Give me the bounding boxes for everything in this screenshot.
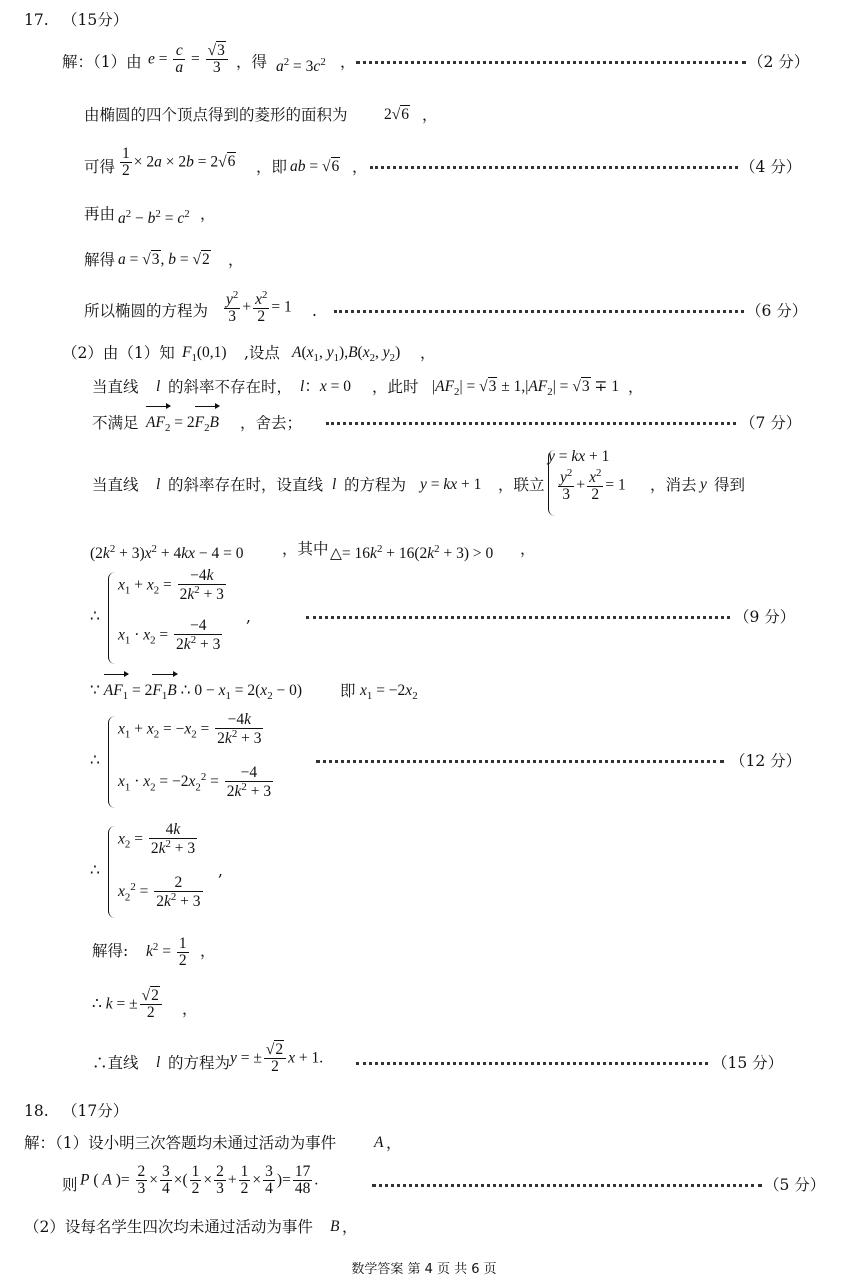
q17-part2-line-7: [0, 676, 848, 706]
q17-p2-prefix: （2）由（1）知: [62, 344, 175, 362]
q17-l5-formula: a = √3, b = √2: [118, 251, 210, 268]
q17-p2f-system: $x_1 + x_2$ = $\frac{-4k}{2k^2 + 3}$ $x_1 \cdot x_2$ = $\frac{-4}{2k^2 + 3}$: [108, 570, 268, 666]
q17-p2e-eq: $(2k^2 + 3)x^2 + 4kx - 4 = 0$: [90, 543, 244, 563]
q17-l2-value: 2√6: [384, 106, 410, 123]
q17-p2h-score: （12 分）: [730, 752, 802, 770]
q17-p2d-system: y = kx + 1 $\frac{y^2}{3}$ + $\frac{x^2}{2}$ = 1: [548, 448, 648, 520]
therefore-symbol: ∴: [90, 608, 100, 625]
q17-p2c-score: （7 分）: [740, 414, 802, 432]
q17-l1-formula: e = $\frac{c}{a}$ = $\frac{√3}{3}$: [148, 43, 230, 73]
q17-l3-mid: ，即: [256, 158, 288, 176]
q17-p2e-mid: ，其中: [282, 540, 329, 558]
q17-p2d-l2: l: [332, 476, 337, 493]
q18-line-1: [0, 1128, 848, 1158]
q17-l1-end: ，: [340, 53, 356, 71]
q17-p2e-disc: △= $16k^2 + 16(2k^2 + 3) > 0$: [330, 543, 494, 563]
q17-l2-text: 由椭圆的四个顶点得到的菱形的面积为: [84, 106, 348, 124]
q17-p2d-mid1: 的斜率存在时，设直线: [168, 476, 324, 494]
q17-part2-line-11: ∴ k = ± $\frac{√2}{2}$ ，: [92, 987, 198, 1022]
q17-p2c-prefix: 不满足: [92, 414, 139, 432]
q17-p2i-system: $x_2$ = $\frac{4k}{2k^2 + 3}$ $x_2^2$ = $\frac{2}{2k^2 + 3}$: [108, 824, 248, 920]
q17-l4-end: ，: [200, 205, 216, 223]
q17-l2-end: ，: [422, 106, 438, 124]
q17-line-2: [0, 100, 848, 130]
q17-p2b-end: ，: [628, 378, 644, 396]
therefore-symbol: ∴: [90, 752, 100, 769]
q17-p2-points: $A(x_1$, $y_1),B(x_2$, $y_2$): [292, 344, 401, 365]
q17-p2d-mid3: ，联立: [498, 476, 545, 494]
q17-l5-end: ，: [228, 251, 244, 269]
q17-p2d-y: y: [700, 476, 707, 493]
q17-l3-result: ab = √6: [290, 158, 340, 175]
q17-part2-line-4: [0, 448, 848, 504]
q17-l6-formula: $\frac{y^2}{3}$ + $\frac{x^2}{2}$ = 1: [226, 289, 292, 326]
q18-event-a: A: [374, 1134, 384, 1151]
q17-p2j-formula: $k^2$ = $\frac{1}{2}$: [146, 934, 187, 970]
q17-line-1: [0, 42, 848, 77]
q17-number: 17.: [24, 11, 49, 29]
q17-l3-formula: $\frac{1}{2}$ × 2a × 2b = 2√6: [122, 145, 236, 180]
q17-line-4: [0, 199, 848, 229]
q18-line-2: [0, 1163, 848, 1200]
q17-p2b-eq: l：x = 0: [300, 378, 351, 395]
q18-l3-end: ，: [342, 1218, 358, 1236]
q18-header: [0, 1096, 848, 1126]
q17-p2-end: ，: [420, 344, 436, 362]
q17-p2g-formula: ∵ $AF_1 = 2F_1B$ ∴ $0 - x_1 = 2(x_2 - 0)$: [90, 676, 302, 706]
q17-part2-line-5: [0, 534, 848, 564]
q17-l3-score: （4 分）: [740, 158, 802, 176]
leader-dots: [306, 616, 730, 619]
q18-l2-formula: P ( A )= $\frac{2}{3}$ × $\frac{3}{4}$ ×( $\frac{1}{2}$ × $\frac{2}{3}$ + $\frac{1}{2}$ × $\frac{3}{4}$ )= $\frac{17}{48}$ .: [80, 1163, 319, 1198]
q17-p2b-mid1: 的斜率不存在时，: [168, 378, 293, 396]
q17-p2d-end: 得到: [714, 476, 746, 494]
q17-p2e-end: ，: [520, 540, 536, 558]
q17-p2k-formula: ∴ k = ± $\frac{√2}{2}$: [92, 988, 164, 1018]
q17-l1-score: （2 分）: [748, 53, 810, 71]
q17-p2g-mid: 即: [340, 682, 356, 700]
q17-p2d-line-eq: y = kx + 1: [420, 476, 482, 493]
q17-p2l-score: （15 分）: [712, 1054, 784, 1072]
q18-points: （17分）: [62, 1102, 129, 1120]
q17-p2c-formula: $AF_2 = 2F_2B$: [146, 408, 219, 438]
leader-dots: [356, 1062, 708, 1065]
q17-l5-prefix: 解得: [84, 251, 116, 269]
q17-part2-line-10: [0, 934, 848, 970]
q17-part2-line-3: [0, 408, 848, 438]
q17-line-3: [0, 145, 848, 182]
q17-p2l-mid: 的方程为: [168, 1054, 231, 1072]
leader-dots: [334, 310, 744, 313]
q17-p2h-system: $x_1 + x_2 = -x_2$ = $\frac{-4k}{2k^2 + 3}$ $x_1 \cdot x_2 = -2x_2^2$ = $\frac{-4}{2k^2 + 3}$: [108, 714, 308, 810]
q17-part2-line-6: ∴ $x_1 + x_2$ = $\frac{-4k}{2k^2 + 3}$ $x_1 \cdot x_2$ = $\frac{-4}{2k^2 + 3}$ , （9 分）: [0, 602, 848, 632]
leader-dots: [356, 61, 746, 64]
q17-l1-prefix: 解：（1）由: [62, 53, 142, 71]
q17-p2j-end: ，: [200, 942, 216, 960]
q17-l4-prefix: 再由: [84, 205, 116, 223]
q17-p2b-mid2: ，此时: [372, 378, 419, 396]
leader-dots: [326, 422, 736, 425]
q17-header: [0, 5, 848, 35]
q17-line-6: [0, 289, 848, 326]
q17-p2l-l: l: [156, 1054, 161, 1071]
q17-l1-result: $a^2 = 3c^2$: [276, 56, 326, 76]
therefore-symbol: ∴: [90, 862, 100, 879]
q17-l1-mid: ，得: [236, 53, 268, 71]
q17-p2b-l: l: [156, 378, 161, 395]
q17-line-5: [0, 245, 848, 275]
q17-p2c-end: ，舍去；: [240, 414, 303, 432]
leader-dots: [316, 760, 724, 763]
q17-p2f-score: （9 分）: [734, 608, 796, 626]
q17-l3-prefix: 可得: [84, 158, 116, 176]
q17-part2-line-9: ∴ $x_2$ = $\frac{4k}{2k^2 + 3}$ $x_2^2$ = $\frac{2}{2k^2 + 3}$ ,: [0, 856, 848, 886]
q17-points: （15分）: [62, 11, 129, 29]
q17-part2-line-12: [0, 1041, 848, 1078]
q17-p2d-l1: l: [156, 476, 161, 493]
q17-l3-end: ，: [352, 158, 368, 176]
q18-l3-text: （2）设每名学生四次均未通过活动为事件: [24, 1218, 313, 1236]
q18-l1-text: 解：（1）设小明三次答题均未通过活动为事件: [24, 1134, 337, 1152]
q17-l6-end: .: [312, 302, 317, 320]
q17-p2l-prefix: ∴直线: [92, 1054, 139, 1072]
q17-p2d-prefix: 当直线: [92, 476, 139, 494]
q17-l6-prefix: 所以椭圆的方程为: [84, 302, 209, 320]
q17-part2-line-8: [0, 711, 848, 801]
q18-l1-end: ，: [386, 1134, 402, 1152]
leader-dots: [370, 166, 738, 169]
q18-event-b: B: [330, 1218, 340, 1235]
q17-p2-mid: ,设点: [244, 344, 280, 362]
q17-l6-score: （6 分）: [746, 302, 808, 320]
q17-l4-formula: $a^2 - b^2 = c^2$: [118, 208, 190, 228]
page-footer: 数学答案 第 4 页 共 6 页: [351, 1262, 497, 1277]
q17-p2g-result: $x_1 = -2x_2$: [360, 682, 418, 703]
q18-number: 18.: [24, 1102, 49, 1120]
q17-p2-f1: $F_1(0,1)$: [182, 344, 227, 365]
q17-p2b-formula: $|AF_2| = √3 \pm 1,|AF_2| = √3 \mp 1$: [432, 378, 620, 399]
q17-p2l-formula: y = ± $\frac{√2}{2}$ x + 1.: [230, 1041, 324, 1076]
q18-line-3: [0, 1212, 848, 1242]
q17-p2j-prefix: 解得:: [92, 942, 129, 960]
q18-l2-score: （5 分）: [764, 1176, 826, 1194]
q17-p2b-prefix: 当直线: [92, 378, 139, 396]
q17-p2d-mid2: 的方程为: [344, 476, 407, 494]
q17-part2-line-1: [0, 338, 848, 368]
q17-part2-line-2: [0, 372, 848, 402]
q17-p2d-mid4: ，消去: [650, 476, 697, 494]
leader-dots: [372, 1184, 762, 1187]
q18-l2-prefix: 则: [62, 1176, 78, 1194]
